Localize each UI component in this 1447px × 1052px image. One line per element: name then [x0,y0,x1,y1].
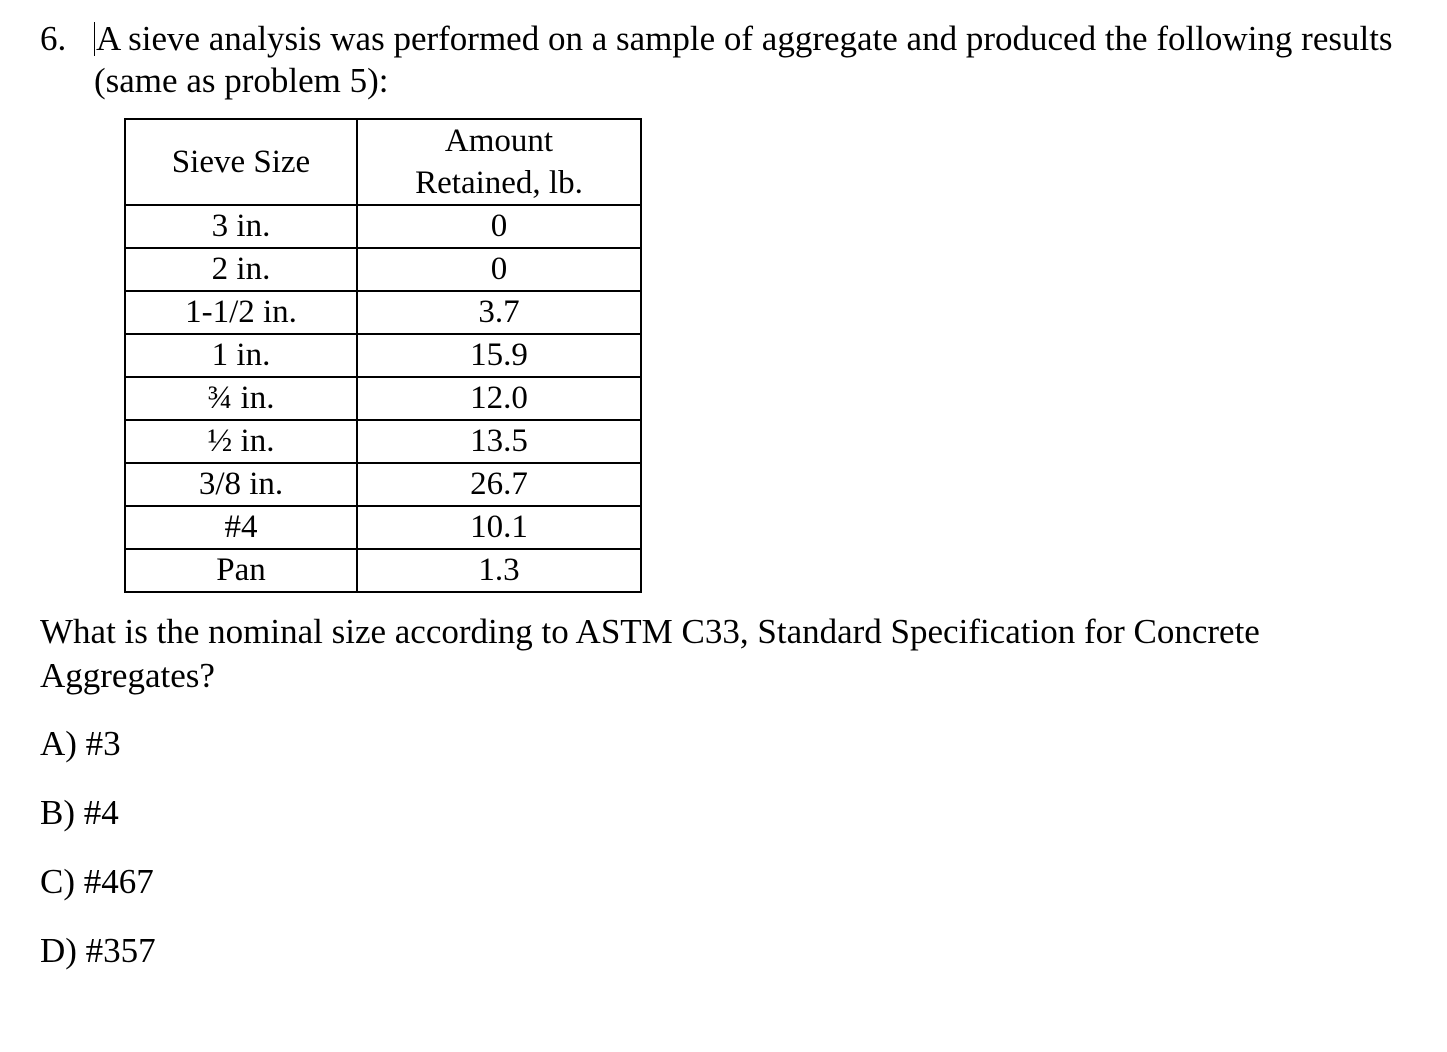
sieve-analysis-table [124,118,642,593]
problem-text-line-1: A sieve analysis was performed on a sample of aggregate and produced the following results [96,19,1393,58]
problem-number: 6. [40,19,67,58]
table-row [125,205,641,248]
option-c[interactable]: C) #467 [40,862,154,901]
option-a[interactable]: A) #3 [40,724,121,763]
cell-sieve: ¾ in. [125,377,357,420]
cell-amount: 26.7 [357,463,641,506]
table-row [125,506,641,549]
cell-amount: 1.3 [357,549,641,592]
cell-sieve: 1-1/2 in. [125,291,357,334]
cell-amount: 13.5 [357,420,641,463]
header-amount-line-1: Amount [444,123,554,159]
table-row [125,549,641,592]
cell-amount: 15.9 [357,334,641,377]
problem-statement [40,18,1440,102]
cell-sieve: Pan [125,549,357,592]
question-line-2: Aggregates? [40,656,215,695]
table-row [125,248,641,291]
cell-sieve: 3 in. [125,205,357,248]
cell-sieve: 2 in. [125,248,357,291]
problem-line-2: (same as problem 5): [94,61,389,100]
cell-sieve: 1 in. [125,334,357,377]
text-cursor [94,22,95,56]
table-header-row [125,119,641,205]
table-row [125,334,641,377]
cell-sieve: ½ in. [125,420,357,463]
cell-amount: 10.1 [357,506,641,549]
table-row [125,420,641,463]
answer-options [40,722,156,998]
problem-line-1 [40,18,1440,60]
option-d[interactable]: D) #357 [40,931,156,970]
table-row [125,377,641,420]
cell-sieve: 3/8 in. [125,463,357,506]
question-line-1: What is the nominal size according to ASTM C33, Standard Specification for Concrete [40,612,1260,651]
cell-sieve: #4 [125,506,357,549]
cell-amount: 0 [357,248,641,291]
header-amount-line-2: Retained, lb. [415,165,583,201]
question-text [40,610,1430,698]
cell-amount: 3.7 [357,291,641,334]
table-row [125,291,641,334]
cell-amount: 0 [357,205,641,248]
table-row [125,463,641,506]
header-amount-retained [357,119,641,205]
header-sieve-size: Sieve Size [125,119,357,205]
option-b[interactable]: B) #4 [40,793,119,832]
cell-amount: 12.0 [357,377,641,420]
